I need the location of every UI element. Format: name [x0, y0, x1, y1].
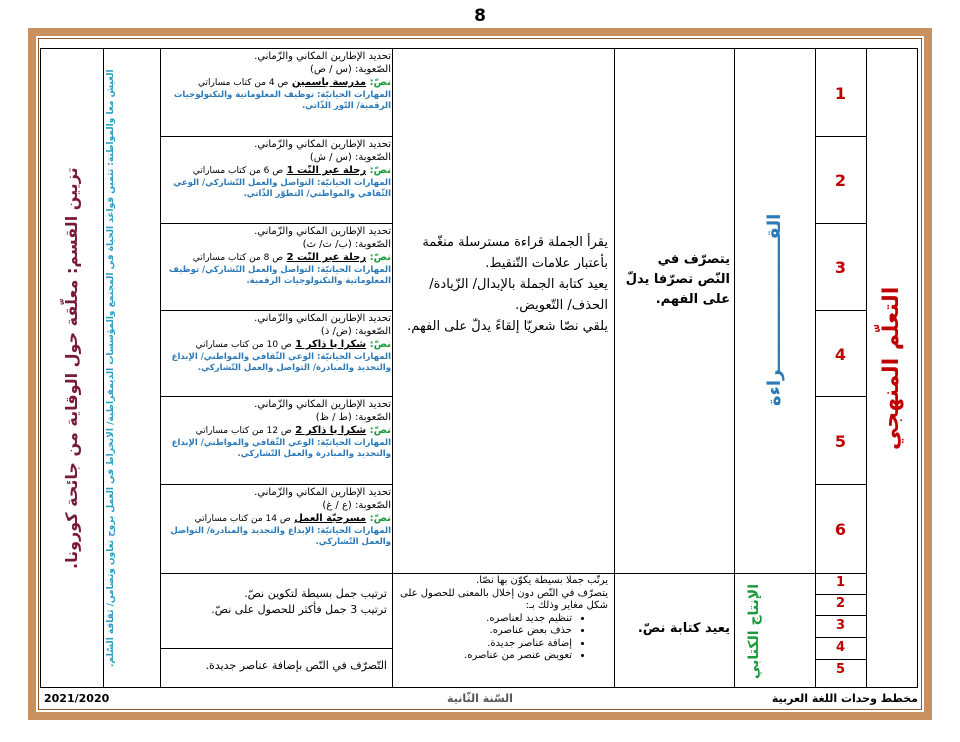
footer-title: مخطط وحدات اللغة العربية [771, 692, 918, 705]
reading-week-1: 1 [834, 84, 847, 103]
lesson-4: تحديد الإطارين المكاني والزّماني. الصّعوبة: (ض/ ذ) نصّ: شكرا يا ذاكر 1 ص 10 من كتاب مساراتي المهارات الحياتيّة: الوعي الثّقافي والمواطني/ الإبداع والتجديد والمبادرة/ التواصل والعمل التّشاركي. [171, 313, 391, 373]
indicator-item: يقرأ الجملة قراءة مسترسلة منغّمة بأعتبار علامات التّنقيط. [422, 235, 608, 271]
lesson-5: تحديد الإطارين المكاني والزّماني. الصّعوبة: (ط / ظ) نصّ: شكرا يا ذاكر 2 ص 12 من كتاب مساراتي المهارات الحياتيّة: الوعي الثّقافي والمواطني/ الإبداع والتجديد والمبادرة والعمل التّشاركي. [171, 399, 391, 459]
writing-label: الإنتاج الكتابي [746, 583, 762, 679]
writing-week-2: 2 [835, 596, 846, 611]
writing-bullet: • حذف بعض عناصره. [396, 625, 572, 638]
writing-lesson-b: التّصرّف في النّص بإضافة عناصر جديدة. [205, 659, 387, 672]
reading-week-6: 6 [834, 520, 847, 539]
reading-indicators [396, 232, 622, 337]
writing-objective: يعيد كتابة نصّ. [637, 621, 730, 636]
writing-week-1: 1 [835, 575, 846, 590]
reading-label: القـــــــــــــــــــــراءة [764, 213, 785, 407]
lesson-1: تحديد الإطارين المكاني والزّماني. الصّعوبة: (س / ص) نصّ: مدرسة ياسمين ص 4 من كتاب مساراتي المهارات الحياتيّة: توظيف المعلوماتية والتكنولوجيات الرقمية/ التّور الذّاتي. [173, 51, 391, 111]
writing-week-5: 5 [835, 662, 846, 677]
reading-objective: يتصرّف في النّص تصرّفا يدلّ على الفهم. [625, 252, 730, 307]
writing-bullet: • تنظيم جديد لعناصره. [396, 613, 572, 626]
reading-week-5: 5 [834, 432, 847, 451]
writing-bullet: • تعويض عنصر من عناصره. [396, 650, 572, 663]
reading-week-3: 3 [834, 258, 847, 277]
indicator-item: يعيد كتابة الجملة بالإبدال/ الزّيادة/ الحذف/ التّعويض. [429, 277, 608, 313]
page-number: 8 [474, 6, 486, 26]
footer-level: السّنة الثّانية [447, 692, 513, 705]
project-column: تزيين القسم: معلّقة حول الوقاية من جائحة كورونا. [62, 167, 81, 569]
writing-indicators [396, 575, 608, 663]
footer-year: 2021/2020 [44, 692, 110, 705]
writing-indicator-b: يتصرّف في النّص دون إخلال بالمعنى للحصول على شكل مغاير وذلك بـ: [400, 587, 608, 611]
writing-lesson-a: ترتيب جمل بسيطة لتكوين نصّ. ترتيب 3 جمل فأكثر للحصول على نصّ. [211, 587, 387, 616]
writing-week-4: 4 [835, 640, 846, 655]
reading-week-4: 4 [834, 345, 847, 364]
lesson-3: تحديد الإطارين المكاني والزّماني. الصّعوبة: (ب/ ت/ ث) نصّ: رحلة عبر النّت 2 ص 8 من كتاب مساراتي المهارات الحياتيّة: التواصل والعمل التّشاركي/ توظيف المعلوماتية والتكنولوجيات الرقمية. [168, 226, 391, 286]
writing-bullet: • إضافة عناصر جديدة. [396, 638, 572, 651]
reading-week-2: 2 [834, 171, 847, 190]
lesson-2: تحديد الإطارين المكاني والزّماني. الصّعوبة: (س / ش) نصّ: رحلة عبر النّت 1 ص 6 من كتاب مساراتي المهارات الحياتيّة: التواصل والعمل التّشاركي/ الوعي الثّقافي والمواطني/ التطوّر الذّاتي. [173, 139, 391, 199]
writing-indicator-a: يرتّب جملا بسيطة يكوّن بها نصّا. [476, 575, 608, 586]
indicator-item: يلقي نصّا شعريّا إلقاءً يدلّ على الفهم. [407, 319, 608, 334]
values-column: العيش معا والمواطنة: تثمين قواعد الحياة في المجتمع والمؤسسات الديمقراطية/ الانخراط في العمل بروح تعاون وتضامن/ ثقافة السّلم. [106, 69, 116, 667]
domain-label: التعلّم المنهجي [879, 286, 904, 450]
writing-week-3: 3 [835, 618, 846, 633]
lesson-6: تحديد الإطارين المكاني والزّماني. الصّعوبة: (ع / غ) نصّ: مسرحيّة العمل ص 14 من كتاب مساراتي المهارات الحياتيّة: الإبداع والتجديد والمبادرة/ التواصل والعمل التّشاركي. [170, 487, 391, 547]
